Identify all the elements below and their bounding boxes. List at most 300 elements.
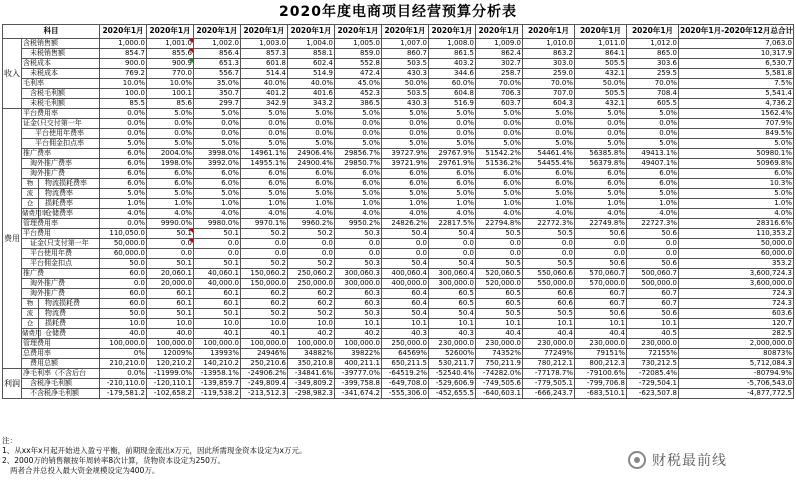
value-cell: 0.0 (194, 249, 241, 259)
value-cell: 0.0 (241, 249, 288, 259)
value-cell: 386.5 (335, 99, 382, 109)
value-cell: 60,000.0 (100, 249, 147, 259)
subsection-label-part: 流 (22, 309, 39, 318)
header-month-4: 2020年1月 (241, 25, 288, 39)
value-cell: 343.2 (288, 99, 335, 109)
row-label: 含税毛利额 (22, 89, 100, 99)
header-month-10: 2020年1月 (523, 25, 575, 39)
value-cell: 40,060.1 (194, 269, 241, 279)
row-label: 管理费用率 (22, 219, 100, 229)
value-cell: 60.7 (575, 289, 627, 299)
value-cell: 60.7 (627, 299, 679, 309)
value-cell: 403.2 (429, 59, 476, 69)
row-label: 不含税净毛利额 (22, 389, 100, 399)
value-cell: 60.2 (288, 299, 335, 309)
value-cell: -799,706.8 (575, 379, 627, 389)
value-cell: 49407.1% (627, 159, 679, 169)
row-label: 毛利率 (22, 79, 100, 89)
value-cell: 5.0% (382, 189, 429, 199)
value-cell: 5.0% (476, 139, 523, 149)
table-row (3, 209, 794, 219)
value-cell: 432.1 (575, 69, 627, 79)
value-cell: 50.6 (627, 229, 679, 239)
value-cell: 5.0% (523, 139, 575, 149)
value-cell: 520,000.0 (476, 279, 523, 289)
table-row (3, 269, 794, 279)
value-cell: 430.3 (382, 69, 429, 79)
value-cell: 9990.0% (147, 219, 194, 229)
value-cell: 0.0 (147, 249, 194, 259)
header-subject: 科目 (3, 25, 100, 39)
row-label: 管理费用 (22, 339, 100, 349)
value-cell: 300,060.4 (429, 269, 476, 279)
total-cell: 50980.1% (679, 149, 794, 159)
row-label: 平台费用 (22, 229, 100, 239)
value-cell: 50.4 (382, 309, 429, 319)
value-cell: 0.0% (627, 119, 679, 129)
sheet-title: 2020年度电商项目经营预算分析表 (279, 4, 517, 20)
value-cell: 350.7 (194, 89, 241, 99)
value-cell: 0.0 (194, 239, 241, 249)
value-cell: 6.0% (100, 159, 147, 169)
value-cell: 29767.9% (429, 149, 476, 159)
total-cell: 28316.6% (679, 219, 794, 229)
value-cell: 800,212.3 (575, 359, 627, 369)
value-cell: 0.0 (627, 249, 679, 259)
value-cell: 5.0% (523, 109, 575, 119)
value-cell: 50.6 (575, 309, 627, 319)
value-cell: 29850.7% (335, 159, 382, 169)
total-cell: 110,353.2 (679, 229, 794, 239)
value-cell: 5.0% (575, 109, 627, 119)
value-cell: 4.0% (575, 209, 627, 219)
value-cell: 50.5 (476, 309, 523, 319)
value-cell: 1.0% (382, 199, 429, 209)
value-cell: 1.0% (429, 199, 476, 209)
value-cell: 10.0 (288, 319, 335, 329)
wechat-logo-icon (628, 451, 646, 469)
total-cell: 4,736.2 (679, 99, 794, 109)
row-label (22, 179, 100, 189)
budget-table (2, 24, 794, 399)
value-cell: 0.0 (476, 239, 523, 249)
value-cell: -399,758.8 (335, 379, 382, 389)
header-month-5: 2020年1月 (288, 25, 335, 39)
value-cell: 770.0 (147, 69, 194, 79)
table-row (3, 219, 794, 229)
total-cell: 603.6 (679, 309, 794, 319)
header-month-1: 2020年1月 (100, 25, 147, 39)
value-cell: 1,009.0 (476, 39, 523, 49)
value-cell: 50.0% (382, 79, 429, 89)
value-cell: 4.0% (335, 209, 382, 219)
value-cell: 0.0% (241, 119, 288, 129)
row-label: 总费用率 (22, 349, 100, 359)
row-label-text: 仓储费率 (45, 209, 73, 218)
value-cell: 6.0% (335, 179, 382, 189)
subsection-label-part: 流 (22, 189, 39, 198)
value-cell: 5.0% (147, 189, 194, 199)
value-cell: 50.2 (241, 259, 288, 269)
note-2: 2、2000万的销售额按年周转率8次计算，货物资本设定为250万。 (2, 456, 225, 465)
value-cell: 77249% (523, 349, 575, 359)
value-cell: -77178.7% (523, 369, 575, 379)
table-row (3, 149, 794, 159)
row-label (22, 189, 100, 199)
value-cell: 769.2 (100, 69, 147, 79)
value-cell: 60.5 (476, 299, 523, 309)
value-cell: 552.8 (335, 59, 382, 69)
table-row (3, 69, 794, 79)
value-cell: 303.6 (627, 59, 679, 69)
row-label: 净毛利率（不含后台 (22, 369, 100, 379)
value-cell: 5.0% (476, 189, 523, 199)
value-cell: 60.4 (382, 289, 429, 299)
total-cell: 50969.8% (679, 159, 794, 169)
value-cell: 40.2 (288, 329, 335, 339)
value-cell: 70.0% (627, 79, 679, 89)
value-cell: 1,010.0 (523, 39, 575, 49)
value-cell: 432.1 (575, 99, 627, 109)
subsection-label-part: 仓 (22, 319, 39, 328)
table-row (3, 359, 794, 369)
value-cell: 505.5 (575, 59, 627, 69)
value-cell: 0.0% (429, 119, 476, 129)
value-cell: 2004.0% (147, 149, 194, 159)
value-cell: 4.0% (476, 209, 523, 219)
value-cell: 0.0 (241, 239, 288, 249)
value-cell: 10.0% (147, 79, 194, 89)
table-row (3, 39, 794, 49)
value-cell: 9980.0% (194, 219, 241, 229)
value-cell: 12009% (147, 349, 194, 359)
table-row (3, 299, 794, 309)
value-cell: 5.0% (627, 139, 679, 149)
value-cell: 50.6 (627, 309, 679, 319)
value-cell: 6.0% (476, 179, 523, 189)
table-row (3, 109, 794, 119)
value-cell: 22727.3% (627, 219, 679, 229)
value-cell: 0.0% (429, 129, 476, 139)
value-cell: 605.5 (627, 99, 679, 109)
value-cell: 14961.1% (241, 149, 288, 159)
value-cell: 6.0% (288, 179, 335, 189)
value-cell: 60.0 (100, 299, 147, 309)
table-row (3, 139, 794, 149)
value-cell: 5.0% (627, 189, 679, 199)
value-cell: 5.0% (429, 109, 476, 119)
value-cell: 0.0% (100, 369, 147, 379)
value-cell: 0.0% (523, 119, 575, 129)
value-cell: 500,000.0 (627, 279, 679, 289)
value-cell: 0.0% (627, 129, 679, 139)
value-cell: 5.0% (627, 109, 679, 119)
total-cell: 5,581.8 (679, 69, 794, 79)
value-cell: 50.4 (382, 259, 429, 269)
value-cell: 230,000.0 (575, 339, 627, 349)
value-cell: 299.7 (194, 99, 241, 109)
row-label: 证金(只支付第一年 (22, 239, 100, 249)
row-label: 平台佣金扣点 (22, 259, 100, 269)
total-cell: 6.0% (679, 169, 794, 179)
value-cell: -640,603.1 (476, 389, 523, 399)
value-cell: 120,210.2 (147, 359, 194, 369)
value-cell: 4.0% (194, 209, 241, 219)
value-cell: 6.0% (147, 179, 194, 189)
value-cell: 604.3 (523, 99, 575, 109)
value-cell: 505.5 (575, 89, 627, 99)
total-cell: 2,000,000.0 (679, 339, 794, 349)
value-cell: 0.0% (147, 129, 194, 139)
value-cell: 430.3 (382, 99, 429, 109)
value-cell: 24900.4% (288, 159, 335, 169)
row-label: 未税毛利额 (22, 99, 100, 109)
value-cell: 5.0% (100, 139, 147, 149)
value-cell: 3998.0% (194, 149, 241, 159)
value-cell: 10.0 (241, 319, 288, 329)
value-cell: 603.7 (476, 99, 523, 109)
value-cell: -52540.4% (429, 369, 476, 379)
table-row (3, 319, 794, 329)
value-cell: 1.0% (288, 199, 335, 209)
value-cell: 70.0% (476, 79, 523, 89)
total-cell: 3,600,724.3 (679, 269, 794, 279)
subsection-label-part: 物 (22, 299, 39, 308)
table-row (3, 239, 794, 249)
value-cell: 0.0% (100, 219, 147, 229)
value-cell: -649,708.0 (382, 379, 429, 389)
table-row (3, 349, 794, 359)
value-cell: 0.0% (523, 129, 575, 139)
value-cell: 5.0% (288, 189, 335, 199)
header-month-13: 2020年1月-2020年12月总合计 (679, 25, 794, 39)
value-cell: 472.4 (335, 69, 382, 79)
value-cell: 1.0% (523, 199, 575, 209)
value-cell: 1.0% (575, 199, 627, 209)
value-cell: 50.1 (194, 309, 241, 319)
row-label (22, 199, 100, 209)
value-cell: 51536.2% (476, 159, 523, 169)
value-cell: 1.0% (627, 199, 679, 209)
value-cell: 503.5 (382, 59, 429, 69)
section-expense: 费用 (3, 109, 22, 369)
row-label: 淘外推广费 (22, 169, 100, 179)
row-label: 淘外推广费 (22, 279, 100, 289)
value-cell: 400,000.0 (382, 279, 429, 289)
value-cell: 40.5 (627, 329, 679, 339)
value-cell: 60.0% (429, 79, 476, 89)
value-cell: 5.0% (147, 109, 194, 119)
value-cell: 0.0 (335, 249, 382, 259)
value-cell: 6.0% (100, 169, 147, 179)
value-cell: 5.0% (100, 189, 147, 199)
value-cell: 56385.8% (575, 149, 627, 159)
value-cell: 0.0 (382, 239, 429, 249)
value-cell: 60.7 (575, 299, 627, 309)
value-cell: 300,000.0 (429, 279, 476, 289)
value-cell: 40.3 (429, 329, 476, 339)
value-cell: 6.0% (288, 169, 335, 179)
value-cell: 35.0% (194, 79, 241, 89)
value-cell: 50.2 (288, 309, 335, 319)
total-cell: 80873% (679, 349, 794, 359)
value-cell: 401.2 (241, 89, 288, 99)
value-cell: 60.1 (194, 299, 241, 309)
value-cell: -623,507.8 (627, 389, 679, 399)
value-cell: 10.1 (523, 319, 575, 329)
value-cell: 6.0% (382, 179, 429, 189)
header-month-9: 2020年1月 (476, 25, 523, 39)
value-cell: 865.0 (627, 49, 679, 59)
value-cell: 1,003.0 (241, 39, 288, 49)
value-cell: 60.1 (194, 289, 241, 299)
row-label: 含税成本 (22, 59, 100, 69)
total-cell: 7,063.0 (679, 39, 794, 49)
value-cell: 50.5 (523, 309, 575, 319)
value-cell: 1,011.0 (575, 39, 627, 49)
value-cell: 10.1 (627, 319, 679, 329)
value-cell: 6.0% (627, 179, 679, 189)
value-cell: 5.0% (241, 139, 288, 149)
value-cell: 0.0% (335, 119, 382, 129)
value-cell: 1,012.0 (627, 39, 679, 49)
subsection-label-part: 储费用 (22, 329, 42, 338)
row-label-text: 物流损耗费率 (45, 179, 87, 188)
value-cell: 503.5 (382, 89, 429, 99)
row-label (22, 209, 100, 219)
value-cell: 100,000.0 (241, 339, 288, 349)
total-cell: 60,000.0 (679, 249, 794, 259)
total-cell: 10.3% (679, 179, 794, 189)
value-cell: 210,210.0 (100, 359, 147, 369)
value-cell: 100,000.0 (194, 339, 241, 349)
row-label (22, 299, 100, 309)
row-label-text: 仓储费 (45, 329, 66, 338)
value-cell: -74282.0% (476, 369, 523, 379)
value-cell: 60.0 (100, 269, 147, 279)
value-cell: 858.1 (288, 49, 335, 59)
value-cell: 5.0% (194, 139, 241, 149)
table-row (3, 389, 794, 399)
value-cell: 10.0 (147, 319, 194, 329)
value-cell: 780,212.1 (523, 359, 575, 369)
header-month-6: 2020年1月 (335, 25, 382, 39)
header-month-7: 2020年1月 (382, 25, 429, 39)
value-cell: 10.0% (100, 79, 147, 89)
value-cell: 859.0 (335, 49, 382, 59)
value-cell: 54461.4% (523, 149, 575, 159)
total-cell: 1562.4% (679, 109, 794, 119)
value-cell: 9960.2% (288, 219, 335, 229)
table-row (3, 159, 794, 169)
total-cell: 707.9% (679, 119, 794, 129)
value-cell: 230,000.0 (523, 339, 575, 349)
value-cell: 50.1 (194, 229, 241, 239)
row-label: 未税销售额 (22, 49, 100, 59)
value-cell: -729,504.1 (627, 379, 679, 389)
value-cell: 6.0% (194, 179, 241, 189)
value-cell: -64519.2% (382, 369, 429, 379)
value-cell: 900.9 (147, 59, 194, 69)
header-month-2: 2020年1月 (147, 25, 194, 39)
value-cell: 5.0% (288, 139, 335, 149)
total-cell: 5,712,084.3 (679, 359, 794, 369)
row-label-text: 损耗费 (45, 319, 66, 328)
value-cell: 50.0 (100, 259, 147, 269)
value-cell: 400,211.1 (335, 359, 382, 369)
table-row (3, 249, 794, 259)
value-cell: -341,674.2 (335, 389, 382, 399)
value-cell: 50.3 (335, 259, 382, 269)
value-cell: 6.0% (147, 169, 194, 179)
row-label: 淘外推广费 (22, 289, 100, 299)
value-cell: 9950.2% (335, 219, 382, 229)
value-cell: 140,210.2 (194, 359, 241, 369)
value-cell: 6.0% (575, 179, 627, 189)
value-cell: -779,505.1 (523, 379, 575, 389)
value-cell: 6.0% (429, 169, 476, 179)
value-cell: -72085.4% (627, 369, 679, 379)
value-cell: 6.0% (627, 169, 679, 179)
value-cell: 79151% (575, 349, 627, 359)
value-cell: 5.0% (335, 189, 382, 199)
row-label: 淘外推广费率 (22, 159, 100, 169)
value-cell: 0.0% (241, 129, 288, 139)
value-cell: 40.0% (241, 79, 288, 89)
value-cell: 50.2 (288, 259, 335, 269)
value-cell: 13993% (194, 349, 241, 359)
value-cell: 40,000.0 (194, 279, 241, 289)
table-row (3, 369, 794, 379)
value-cell: 4.0% (147, 209, 194, 219)
value-cell: -349,809.2 (288, 379, 335, 389)
value-cell: 50.4 (429, 229, 476, 239)
value-cell: 300,000.0 (335, 279, 382, 289)
value-cell: 1.0% (194, 199, 241, 209)
row-label: 平台费用率 (22, 109, 100, 119)
value-cell: 250,210.6 (241, 359, 288, 369)
value-cell: 0.0% (382, 119, 429, 129)
value-cell: 259.5 (627, 69, 679, 79)
table-row (3, 199, 794, 209)
total-cell: 1.0% (679, 199, 794, 209)
value-cell: 50.6 (627, 259, 679, 269)
value-cell: 514.9 (288, 69, 335, 79)
value-cell: 344.6 (429, 69, 476, 79)
value-cell: -666,243.7 (523, 389, 575, 399)
value-cell: 6.0% (194, 169, 241, 179)
value-cell: 0.0% (575, 129, 627, 139)
value-cell: 6.0% (100, 179, 147, 189)
table-row (3, 339, 794, 349)
value-cell: 1.0% (147, 199, 194, 209)
value-cell: 72155% (627, 349, 679, 359)
header-month-3: 2020年1月 (194, 25, 241, 39)
value-cell: 6.0% (429, 179, 476, 189)
value-cell: 601.8 (241, 59, 288, 69)
value-cell: 10.1 (382, 319, 429, 329)
value-cell: 708.4 (627, 89, 679, 99)
table-body (3, 39, 794, 399)
row-label-text: 物流损耗费 (45, 299, 80, 308)
value-cell: 250,000.0 (288, 279, 335, 289)
value-cell: 5.0% (147, 139, 194, 149)
table-row (3, 179, 794, 189)
value-cell: 50.3 (335, 229, 382, 239)
value-cell: 50.4 (429, 309, 476, 319)
value-cell: 64569% (382, 349, 429, 359)
value-cell: 230,000.0 (476, 339, 523, 349)
